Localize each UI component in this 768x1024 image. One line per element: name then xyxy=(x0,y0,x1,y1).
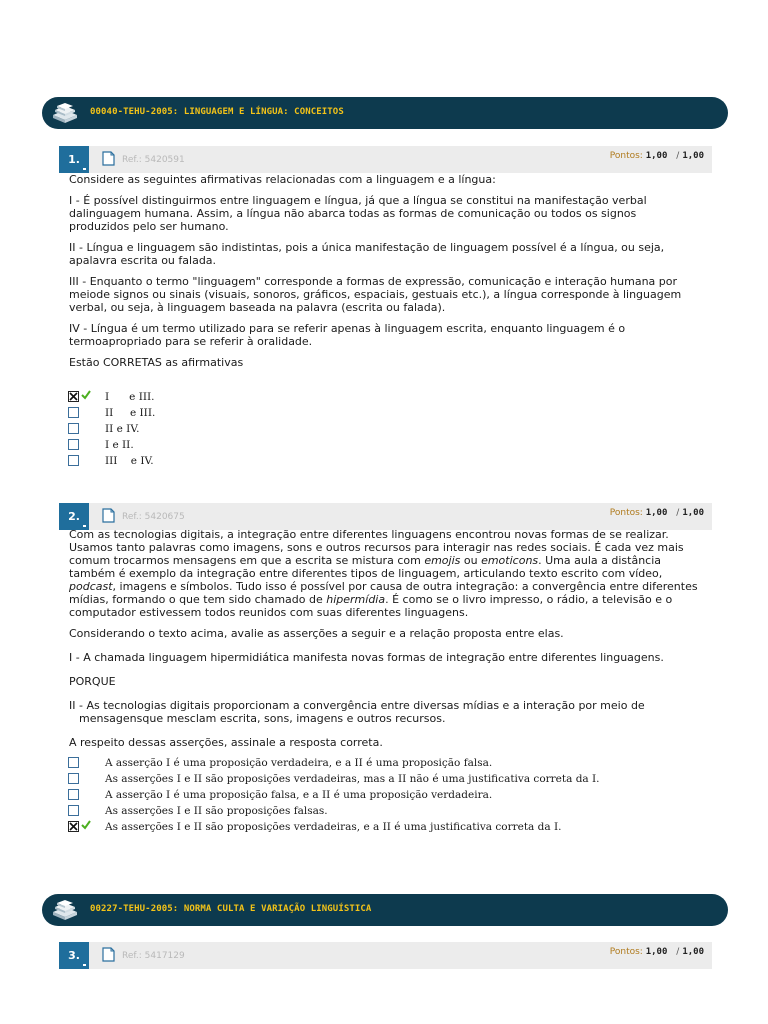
assertion-ii: II - As tecnologias digitais proporcionam a convergência entre diversas mídias e a interação por meio de mensagensque mesclam escrita, sons, imagens e outros recursos. xyxy=(69,699,645,725)
statement-text: Com as tecnologias digitais, a integração entre diferentes linguagens encontrou novas formas de se realizar. Usamos tanto palavras como imagens, sons e outros recursos para interagir nas redes sociais. É cada vez mais comum trocarmos mensagens em que a escrita se mistura com emojis ou emoticons. Uma aula a distância também é exemplo da integração entre diferentes tipos de linguagem, articulando texto escrito com vídeo, podcast, imagens e símbolos. Tudo isso é possível por causa de outra integração: a convergência entre diferentes mídias, formando o que tem sido chamado de hipermídia. É como se o livro impresso, o rádio, a televisão e o computador estivessem todos reunidos com suas diferentes linguagens. xyxy=(69,528,698,619)
statement-intro: Considere as seguintes afirmativas relacionadas com a linguagem e a língua: xyxy=(69,173,496,186)
section-header xyxy=(42,97,728,129)
document-icon[interactable] xyxy=(102,508,115,523)
checkbox[interactable] xyxy=(68,789,79,800)
checked-checkbox[interactable] xyxy=(68,821,79,832)
document-icon[interactable] xyxy=(102,947,115,962)
statement-instruction: Considerando o texto acima, avalie as asserções a seguir e a relação proposta entre elas. xyxy=(69,627,564,640)
question-header xyxy=(59,146,712,173)
statement-item-ii: II - Língua e linguagem são indistintas, pois a única manifestação de linguagem possível é a língua, ou seja, apalavra escrita ou falada. xyxy=(69,241,665,267)
question-statement xyxy=(69,173,699,369)
question-score: Pontos: 1,00 / 1,00 xyxy=(609,508,704,518)
books-icon xyxy=(50,898,80,922)
question-header xyxy=(59,503,712,530)
section-header xyxy=(42,894,728,926)
question-score: Pontos: 1,00 / 1,00 xyxy=(609,947,704,957)
question-number[interactable]: 3. xyxy=(59,942,89,969)
checked-checkbox[interactable] xyxy=(68,391,79,402)
statement-question: Estão CORRETAS as afirmativas xyxy=(69,356,244,369)
checkbox[interactable] xyxy=(68,423,79,434)
statement-item-iv: IV - Língua é um termo utilizado para se referir apenas à linguagem escrita, enquanto linguagem é o termoapropriado para se referir à oralidade. xyxy=(69,322,626,348)
question-number[interactable]: 2. xyxy=(59,503,89,530)
checkbox[interactable] xyxy=(68,773,79,784)
section-title: 00040-TEHU-2005: LINGUAGEM E LÍNGUA: CONCEITOS xyxy=(90,107,344,117)
question-header xyxy=(59,942,712,969)
section-title: 00227-TEHU-2005: NORMA CULTA E VARIAÇÃO LINGUÍSTICA xyxy=(90,904,372,914)
books-icon xyxy=(50,101,80,125)
question-number[interactable]: 1. xyxy=(59,146,89,173)
document-icon[interactable] xyxy=(102,151,115,166)
question-statement xyxy=(69,528,699,749)
porque-label: PORQUE xyxy=(69,675,116,688)
statement-question: A respeito dessas asserções, assinale a resposta correta. xyxy=(69,736,383,749)
checkbox[interactable] xyxy=(68,455,79,466)
question-score: Pontos: 1,00 / 1,00 xyxy=(609,151,704,161)
question-ref: Ref.: 5417129 xyxy=(122,951,185,961)
assertion-i: I - A chamada linguagem hipermidiática manifesta novas formas de integração entre diferentes linguagens. xyxy=(69,651,664,664)
statement-item-i: I - É possível distinguirmos entre linguagem e língua, já que a língua se constitui na manifestação verbal dalinguagem humana. Assim, a língua não abarca todas as formas de comunicação ou todos os signos produzidos pelo ser humano. xyxy=(69,194,647,233)
checkmark-icon xyxy=(81,390,91,400)
statement-item-iii: III - Enquanto o termo "linguagem" corresponde a formas de expressão, comunicação e interação humana por meiode signos ou sinais (visuais, sonoros, gráficos, espaciais, gestuais etc.), a língua corresponde à linguagem verbal, ou seja, à linguagem baseada na palavra (escrita ou falada). xyxy=(69,275,682,314)
checkbox[interactable] xyxy=(68,439,79,450)
checkbox[interactable] xyxy=(68,757,79,768)
checkbox[interactable] xyxy=(68,407,79,418)
checkmark-icon xyxy=(81,820,91,830)
question-ref: Ref.: 5420675 xyxy=(122,512,185,522)
question-ref: Ref.: 5420591 xyxy=(122,155,185,165)
checkbox[interactable] xyxy=(68,805,79,816)
